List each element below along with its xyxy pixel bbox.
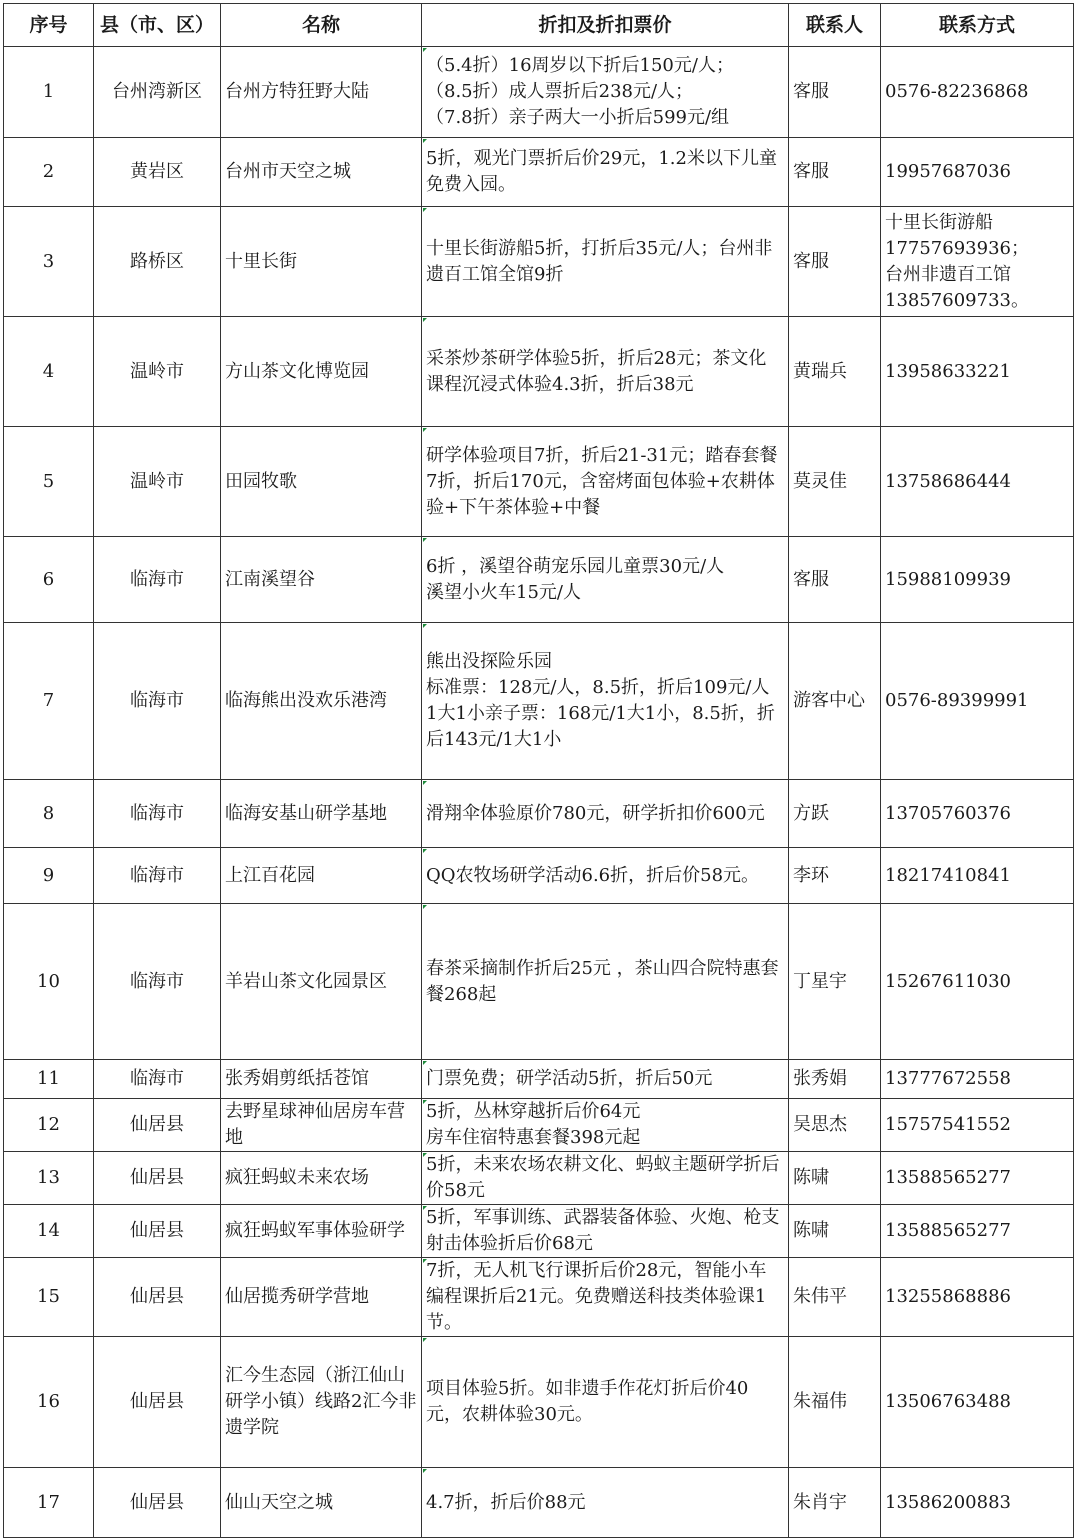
cell-discount: 滑翔伞体验原价780元，研学折扣价600元 — [422, 780, 789, 848]
cell-index: 7 — [4, 623, 94, 780]
cell-contact-person: 陈啸 — [789, 1152, 881, 1205]
cell-contact-person: 客服 — [789, 537, 881, 623]
header-discount: 折扣及折扣票价 — [422, 4, 789, 47]
cell-contact-method: 18217410841 — [881, 848, 1074, 904]
table-row — [4, 623, 1074, 780]
cell-county: 仙居县 — [94, 1205, 221, 1258]
discount-table — [3, 3, 1074, 1538]
cell-contact-person: 吴思杰 — [789, 1099, 881, 1152]
cell-name: 临海安基山研学基地 — [221, 780, 422, 848]
cell-contact-method: 15988109939 — [881, 537, 1074, 623]
cell-name: 临海熊出没欢乐港湾 — [221, 623, 422, 780]
cell-county: 临海市 — [94, 904, 221, 1060]
cell-county: 温岭市 — [94, 317, 221, 427]
cell-discount: 7折，无人机飞行课折后价28元，智能小车编程课折后21元。免费赠送科技类体验课1节。 — [422, 1258, 789, 1337]
cell-county: 临海市 — [94, 780, 221, 848]
cell-index: 1 — [4, 47, 94, 138]
cell-index: 11 — [4, 1060, 94, 1099]
cell-name: 仙居揽秀研学营地 — [221, 1258, 422, 1337]
cell-contact-person: 朱肖宇 — [789, 1468, 881, 1538]
cell-name: 疯狂蚂蚁军事体验研学 — [221, 1205, 422, 1258]
cell-discount: 项目体验5折。如非遗手作花灯折后价40元，农耕体验30元。 — [422, 1337, 789, 1468]
header-index: 序号 — [4, 4, 94, 47]
table-row — [4, 1060, 1074, 1099]
cell-index: 16 — [4, 1337, 94, 1468]
cell-name: 疯狂蚂蚁未来农场 — [221, 1152, 422, 1205]
cell-county: 黄岩区 — [94, 138, 221, 207]
table-row — [4, 848, 1074, 904]
cell-county: 临海市 — [94, 1060, 221, 1099]
cell-name: 汇今生态园（浙江仙山研学小镇）线路2汇今非遗学院 — [221, 1337, 422, 1468]
cell-contact-person: 方跃 — [789, 780, 881, 848]
cell-name: 方山茶文化博览园 — [221, 317, 422, 427]
cell-county: 临海市 — [94, 537, 221, 623]
cell-index: 2 — [4, 138, 94, 207]
cell-county: 仙居县 — [94, 1337, 221, 1468]
cell-contact-person: 朱伟平 — [789, 1258, 881, 1337]
cell-discount: 5折，丛林穿越折后价64元 房车住宿特惠套餐398元起 — [422, 1099, 789, 1152]
cell-discount: 4.7折，折后价88元 — [422, 1468, 789, 1538]
cell-discount: 门票免费；研学活动5折，折后50元 — [422, 1060, 789, 1099]
cell-contact-person: 张秀娟 — [789, 1060, 881, 1099]
table-row — [4, 904, 1074, 1060]
cell-county: 临海市 — [94, 623, 221, 780]
header-contact-person: 联系人 — [789, 4, 881, 47]
table-row — [4, 537, 1074, 623]
cell-contact-method: 13588565277 — [881, 1205, 1074, 1258]
table-row — [4, 1337, 1074, 1468]
cell-contact-method: 13777672558 — [881, 1060, 1074, 1099]
cell-index: 17 — [4, 1468, 94, 1538]
cell-discount: 研学体验项目7折，折后21-31元；踏春套餐7折，折后170元，含窑烤面包体验+农耕体验+下午茶体验+中餐 — [422, 427, 789, 537]
cell-discount: （5.4折）16周岁以下折后150元/人； （8.5折）成人票折后238元/人； （7.8折）亲子两大一小折后599元/组 — [422, 47, 789, 138]
cell-discount: 5折，观光门票折后价29元，1.2米以下儿童免费入园。 — [422, 138, 789, 207]
cell-contact-method: 13506763488 — [881, 1337, 1074, 1468]
cell-index: 15 — [4, 1258, 94, 1337]
cell-contact-person: 黄瑞兵 — [789, 317, 881, 427]
cell-contact-person: 客服 — [789, 47, 881, 138]
table-row — [4, 1099, 1074, 1152]
cell-index: 9 — [4, 848, 94, 904]
cell-discount: 6折 ，溪望谷萌宠乐园儿童票30元/人 溪望小火车15元/人 — [422, 537, 789, 623]
cell-contact-method: 13586200883 — [881, 1468, 1074, 1538]
cell-index: 5 — [4, 427, 94, 537]
table-row — [4, 207, 1074, 317]
cell-index: 10 — [4, 904, 94, 1060]
header-county: 县（市、区） — [94, 4, 221, 47]
table-row — [4, 1152, 1074, 1205]
cell-name: 田园牧歌 — [221, 427, 422, 537]
cell-contact-person: 客服 — [789, 138, 881, 207]
cell-contact-method: 0576-89399991 — [881, 623, 1074, 780]
cell-contact-method: 19957687036 — [881, 138, 1074, 207]
cell-name: 羊岩山茶文化园景区 — [221, 904, 422, 1060]
cell-name: 去野星球神仙居房车营地 — [221, 1099, 422, 1152]
cell-county: 路桥区 — [94, 207, 221, 317]
cell-discount: 5折，未来农场农耕文化、蚂蚁主题研学折后价58元 — [422, 1152, 789, 1205]
cell-county: 温岭市 — [94, 427, 221, 537]
cell-county: 仙居县 — [94, 1468, 221, 1538]
cell-index: 4 — [4, 317, 94, 427]
cell-name: 张秀娟剪纸括苍馆 — [221, 1060, 422, 1099]
cell-contact-method: 13705760376 — [881, 780, 1074, 848]
cell-discount: 春茶采摘制作折后25元 ，茶山四合院特惠套餐268起 — [422, 904, 789, 1060]
cell-contact-method: 13588565277 — [881, 1152, 1074, 1205]
cell-contact-person: 陈啸 — [789, 1205, 881, 1258]
cell-contact-person: 朱福伟 — [789, 1337, 881, 1468]
cell-contact-person: 丁星宇 — [789, 904, 881, 1060]
cell-county: 仙居县 — [94, 1152, 221, 1205]
cell-contact-person: 莫灵佳 — [789, 427, 881, 537]
table-row — [4, 317, 1074, 427]
cell-name: 上江百花园 — [221, 848, 422, 904]
cell-contact-person: 客服 — [789, 207, 881, 317]
cell-discount: 采茶炒茶研学体验5折，折后28元；茶文化课程沉浸式体验4.3折，折后38元 — [422, 317, 789, 427]
cell-name: 仙山天空之城 — [221, 1468, 422, 1538]
cell-contact-person: 游客中心 — [789, 623, 881, 780]
cell-county: 仙居县 — [94, 1258, 221, 1337]
cell-discount: 十里长街游船5折，打折后35元/人；台州非遗百工馆全馆9折 — [422, 207, 789, 317]
cell-contact-method: 十里长街游船 17757693936； 台州非遗百工馆 13857609733。 — [881, 207, 1074, 317]
table-row — [4, 780, 1074, 848]
cell-name: 江南溪望谷 — [221, 537, 422, 623]
cell-index: 8 — [4, 780, 94, 848]
cell-index: 14 — [4, 1205, 94, 1258]
header-row — [4, 4, 1074, 47]
cell-contact-method: 13758686444 — [881, 427, 1074, 537]
cell-index: 12 — [4, 1099, 94, 1152]
cell-name: 台州方特狂野大陆 — [221, 47, 422, 138]
cell-index: 13 — [4, 1152, 94, 1205]
cell-contact-method: 13958633221 — [881, 317, 1074, 427]
table-row — [4, 47, 1074, 138]
cell-index: 3 — [4, 207, 94, 317]
cell-contact-method: 0576-82236868 — [881, 47, 1074, 138]
table-row — [4, 138, 1074, 207]
cell-contact-person: 李环 — [789, 848, 881, 904]
cell-discount: 熊出没探险乐园 标准票：128元/人，8.5折，折后109元/人 1大1小亲子票：168元/1大1小，8.5折，折后143元/1大1小 — [422, 623, 789, 780]
cell-county: 台州湾新区 — [94, 47, 221, 138]
header-name: 名称 — [221, 4, 422, 47]
header-contact-method: 联系方式 — [881, 4, 1074, 47]
cell-contact-method: 13255868886 — [881, 1258, 1074, 1337]
cell-county: 仙居县 — [94, 1099, 221, 1152]
table-row — [4, 1258, 1074, 1337]
cell-contact-method: 15267611030 — [881, 904, 1074, 1060]
table-row — [4, 1468, 1074, 1538]
cell-name: 台州市天空之城 — [221, 138, 422, 207]
cell-discount: QQ农牧场研学活动6.6折，折后价58元。 — [422, 848, 789, 904]
cell-contact-method: 15757541552 — [881, 1099, 1074, 1152]
cell-index: 6 — [4, 537, 94, 623]
cell-discount: 5折，军事训练、武器装备体验、火炮、枪支射击体验折后价68元 — [422, 1205, 789, 1258]
table-row — [4, 1205, 1074, 1258]
cell-name: 十里长街 — [221, 207, 422, 317]
cell-county: 临海市 — [94, 848, 221, 904]
table-row — [4, 427, 1074, 537]
